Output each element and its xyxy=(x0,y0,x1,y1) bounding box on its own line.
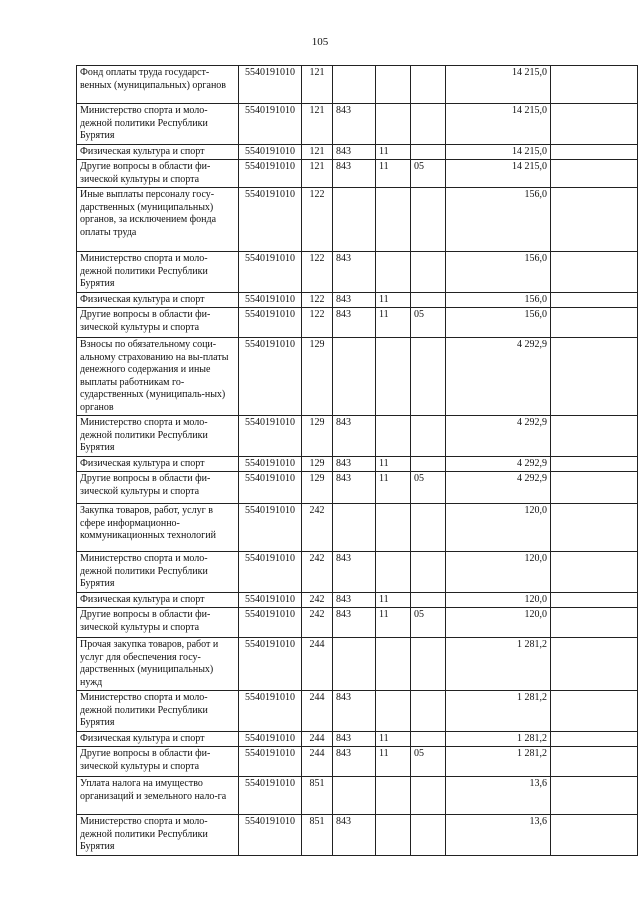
amount-cell: 4 292,9 xyxy=(446,338,551,416)
expense-type-cell: 129 xyxy=(302,472,333,504)
table-row xyxy=(77,160,638,188)
subsection-cell xyxy=(411,691,446,732)
expense-type-cell: 122 xyxy=(302,252,333,293)
target-article-cell: 5540191010 xyxy=(239,608,302,638)
section-cell: 11 xyxy=(376,608,411,638)
amount-cell: 1 281,2 xyxy=(446,691,551,732)
table-row xyxy=(77,416,638,457)
expense-type-cell: 121 xyxy=(302,66,333,104)
ministry-code-cell: 843 xyxy=(333,747,376,777)
target-article-cell: 5540191010 xyxy=(239,66,302,104)
budget-table-body xyxy=(77,66,638,856)
expense-type-cell: 851 xyxy=(302,777,333,815)
ministry-code-cell xyxy=(333,638,376,691)
row-name-cell: Физическая культура и спорт xyxy=(77,592,239,608)
ministry-code-cell: 843 xyxy=(333,552,376,593)
empty-cell xyxy=(551,472,638,504)
table-row xyxy=(77,777,638,815)
amount-cell: 156,0 xyxy=(446,292,551,308)
subsection-cell xyxy=(411,638,446,691)
table-row xyxy=(77,504,638,552)
subsection-cell xyxy=(411,592,446,608)
amount-cell: 13,6 xyxy=(446,815,551,856)
amount-cell: 14 215,0 xyxy=(446,144,551,160)
table-row xyxy=(77,592,638,608)
target-article-cell: 5540191010 xyxy=(239,104,302,145)
ministry-code-cell: 843 xyxy=(333,144,376,160)
empty-cell xyxy=(551,416,638,457)
subsection-cell xyxy=(411,456,446,472)
row-name-cell: Министерство спорта и моло-дежной политики Республики Бурятия xyxy=(77,552,239,593)
amount-cell: 156,0 xyxy=(446,308,551,338)
section-cell: 11 xyxy=(376,308,411,338)
empty-cell xyxy=(551,144,638,160)
subsection-cell: 05 xyxy=(411,747,446,777)
target-article-cell: 5540191010 xyxy=(239,292,302,308)
expense-type-cell: 121 xyxy=(302,160,333,188)
section-cell xyxy=(376,777,411,815)
section-cell: 11 xyxy=(376,456,411,472)
empty-cell xyxy=(551,66,638,104)
expense-type-cell: 244 xyxy=(302,691,333,732)
section-cell: 11 xyxy=(376,144,411,160)
row-name-cell: Иные выплаты персоналу госу-дарственных (муниципальных) органов, за исключением фонда оплаты труда xyxy=(77,188,239,252)
amount-cell: 120,0 xyxy=(446,608,551,638)
target-article-cell: 5540191010 xyxy=(239,144,302,160)
subsection-cell xyxy=(411,144,446,160)
section-cell: 11 xyxy=(376,160,411,188)
page-number: 105 xyxy=(311,36,329,48)
table-row xyxy=(77,338,638,416)
expense-type-cell: 242 xyxy=(302,552,333,593)
empty-cell xyxy=(551,188,638,252)
subsection-cell: 05 xyxy=(411,608,446,638)
amount-cell: 4 292,9 xyxy=(446,456,551,472)
ministry-code-cell: 843 xyxy=(333,252,376,293)
subsection-cell xyxy=(411,504,446,552)
subsection-cell: 05 xyxy=(411,472,446,504)
ministry-code-cell: 843 xyxy=(333,815,376,856)
row-name-cell: Другие вопросы в области фи-зической культуры и спорта xyxy=(77,472,239,504)
empty-cell xyxy=(551,104,638,145)
ministry-code-cell: 843 xyxy=(333,731,376,747)
section-cell xyxy=(376,552,411,593)
section-cell: 11 xyxy=(376,731,411,747)
amount-cell: 156,0 xyxy=(446,188,551,252)
target-article-cell: 5540191010 xyxy=(239,747,302,777)
table-row xyxy=(77,144,638,160)
ministry-code-cell xyxy=(333,188,376,252)
section-cell xyxy=(376,638,411,691)
target-article-cell: 5540191010 xyxy=(239,691,302,732)
section-cell: 11 xyxy=(376,592,411,608)
subsection-cell xyxy=(411,552,446,593)
table-row xyxy=(77,104,638,145)
section-cell xyxy=(376,188,411,252)
expense-type-cell: 244 xyxy=(302,747,333,777)
table-row xyxy=(77,638,638,691)
row-name-cell: Физическая культура и спорт xyxy=(77,292,239,308)
empty-cell xyxy=(551,592,638,608)
subsection-cell: 05 xyxy=(411,160,446,188)
table-row xyxy=(77,552,638,593)
empty-cell xyxy=(551,252,638,293)
empty-cell xyxy=(551,691,638,732)
expense-type-cell: 122 xyxy=(302,292,333,308)
section-cell xyxy=(376,252,411,293)
subsection-cell xyxy=(411,252,446,293)
subsection-cell xyxy=(411,416,446,457)
row-name-cell: Другие вопросы в области фи-зической культуры и спорта xyxy=(77,747,239,777)
ministry-code-cell xyxy=(333,66,376,104)
empty-cell xyxy=(551,338,638,416)
expense-type-cell: 129 xyxy=(302,456,333,472)
target-article-cell: 5540191010 xyxy=(239,638,302,691)
section-cell: 11 xyxy=(376,292,411,308)
amount-cell: 14 215,0 xyxy=(446,66,551,104)
subsection-cell xyxy=(411,104,446,145)
amount-cell: 14 215,0 xyxy=(446,104,551,145)
target-article-cell: 5540191010 xyxy=(239,416,302,457)
section-cell xyxy=(376,691,411,732)
target-article-cell: 5540191010 xyxy=(239,777,302,815)
row-name-cell: Прочая закупка товаров, работ и услуг для обеспечения госу-дарственных (муниципальных) нужд xyxy=(77,638,239,691)
amount-cell: 1 281,2 xyxy=(446,638,551,691)
expense-type-cell: 121 xyxy=(302,104,333,145)
ministry-code-cell xyxy=(333,504,376,552)
table-row xyxy=(77,608,638,638)
ministry-code-cell: 843 xyxy=(333,456,376,472)
table-row xyxy=(77,252,638,293)
expense-type-cell: 129 xyxy=(302,416,333,457)
table-row xyxy=(77,472,638,504)
target-article-cell: 5540191010 xyxy=(239,188,302,252)
amount-cell: 14 215,0 xyxy=(446,160,551,188)
target-article-cell: 5540191010 xyxy=(239,456,302,472)
empty-cell xyxy=(551,608,638,638)
empty-cell xyxy=(551,552,638,593)
row-name-cell: Министерство спорта и моло-дежной политики Республики Бурятия xyxy=(77,416,239,457)
ministry-code-cell: 843 xyxy=(333,160,376,188)
row-name-cell: Физическая культура и спорт xyxy=(77,456,239,472)
ministry-code-cell: 843 xyxy=(333,691,376,732)
ministry-code-cell xyxy=(333,777,376,815)
row-name-cell: Министерство спорта и моло-дежной политики Республики Бурятия xyxy=(77,815,239,856)
ministry-code-cell: 843 xyxy=(333,308,376,338)
expense-type-cell: 244 xyxy=(302,638,333,691)
section-cell xyxy=(376,416,411,457)
row-name-cell: Другие вопросы в области фи-зической культуры и спорта xyxy=(77,308,239,338)
section-cell xyxy=(376,815,411,856)
section-cell xyxy=(376,66,411,104)
target-article-cell: 5540191010 xyxy=(239,308,302,338)
empty-cell xyxy=(551,777,638,815)
table-row xyxy=(77,691,638,732)
ministry-code-cell: 843 xyxy=(333,608,376,638)
empty-cell xyxy=(551,504,638,552)
expense-type-cell: 242 xyxy=(302,608,333,638)
subsection-cell xyxy=(411,188,446,252)
empty-cell xyxy=(551,160,638,188)
amount-cell: 120,0 xyxy=(446,552,551,593)
row-name-cell: Другие вопросы в области фи-зической культуры и спорта xyxy=(77,608,239,638)
row-name-cell: Взносы по обязательному соци-альному страхованию на вы-платы денежного содержания и иные выплаты работникам го-сударственных (муниципаль-ных) органов xyxy=(77,338,239,416)
table-row xyxy=(77,456,638,472)
empty-cell xyxy=(551,638,638,691)
row-name-cell: Министерство спорта и моло-дежной политики Республики Бурятия xyxy=(77,252,239,293)
target-article-cell: 5540191010 xyxy=(239,815,302,856)
amount-cell: 13,6 xyxy=(446,777,551,815)
subsection-cell xyxy=(411,731,446,747)
section-cell: 11 xyxy=(376,472,411,504)
empty-cell xyxy=(551,292,638,308)
target-article-cell: 5540191010 xyxy=(239,252,302,293)
amount-cell: 4 292,9 xyxy=(446,416,551,457)
table-row xyxy=(77,747,638,777)
section-cell xyxy=(376,104,411,145)
table-row xyxy=(77,815,638,856)
amount-cell: 4 292,9 xyxy=(446,472,551,504)
expense-type-cell: 122 xyxy=(302,188,333,252)
target-article-cell: 5540191010 xyxy=(239,160,302,188)
table-row xyxy=(77,308,638,338)
expense-type-cell: 244 xyxy=(302,731,333,747)
row-name-cell: Фонд оплаты труда государст-венных (муниципальных) органов xyxy=(77,66,239,104)
expense-type-cell: 129 xyxy=(302,338,333,416)
target-article-cell: 5540191010 xyxy=(239,731,302,747)
section-cell xyxy=(376,338,411,416)
expense-type-cell: 851 xyxy=(302,815,333,856)
row-name-cell: Министерство спорта и моло-дежной политики Республики Бурятия xyxy=(77,104,239,145)
table-row xyxy=(77,292,638,308)
subsection-cell: 05 xyxy=(411,308,446,338)
expense-type-cell: 122 xyxy=(302,308,333,338)
empty-cell xyxy=(551,747,638,777)
ministry-code-cell xyxy=(333,338,376,416)
amount-cell: 120,0 xyxy=(446,504,551,552)
table-row xyxy=(77,731,638,747)
row-name-cell: Физическая культура и спорт xyxy=(77,731,239,747)
row-name-cell: Министерство спорта и моло-дежной политики Республики Бурятия xyxy=(77,691,239,732)
expense-type-cell: 242 xyxy=(302,592,333,608)
target-article-cell: 5540191010 xyxy=(239,552,302,593)
subsection-cell xyxy=(411,292,446,308)
amount-cell: 1 281,2 xyxy=(446,747,551,777)
ministry-code-cell: 843 xyxy=(333,592,376,608)
section-cell xyxy=(376,504,411,552)
target-article-cell: 5540191010 xyxy=(239,504,302,552)
amount-cell: 1 281,2 xyxy=(446,731,551,747)
target-article-cell: 5540191010 xyxy=(239,472,302,504)
target-article-cell: 5540191010 xyxy=(239,592,302,608)
budget-table xyxy=(76,65,638,856)
subsection-cell xyxy=(411,338,446,416)
table-row xyxy=(77,66,638,104)
table-row xyxy=(77,188,638,252)
ministry-code-cell: 843 xyxy=(333,416,376,457)
subsection-cell xyxy=(411,777,446,815)
empty-cell xyxy=(551,308,638,338)
empty-cell xyxy=(551,731,638,747)
empty-cell xyxy=(551,456,638,472)
target-article-cell: 5540191010 xyxy=(239,338,302,416)
expense-type-cell: 242 xyxy=(302,504,333,552)
ministry-code-cell: 843 xyxy=(333,104,376,145)
row-name-cell: Другие вопросы в области фи-зической культуры и спорта xyxy=(77,160,239,188)
row-name-cell: Физическая культура и спорт xyxy=(77,144,239,160)
amount-cell: 120,0 xyxy=(446,592,551,608)
amount-cell: 156,0 xyxy=(446,252,551,293)
empty-cell xyxy=(551,815,638,856)
subsection-cell xyxy=(411,815,446,856)
section-cell: 11 xyxy=(376,747,411,777)
expense-type-cell: 121 xyxy=(302,144,333,160)
ministry-code-cell: 843 xyxy=(333,292,376,308)
ministry-code-cell: 843 xyxy=(333,472,376,504)
row-name-cell: Закупка товаров, работ, услуг в сфере информационно-коммуникационных технологий xyxy=(77,504,239,552)
row-name-cell: Уплата налога на имущество организаций и земельного нало-га xyxy=(77,777,239,815)
subsection-cell xyxy=(411,66,446,104)
